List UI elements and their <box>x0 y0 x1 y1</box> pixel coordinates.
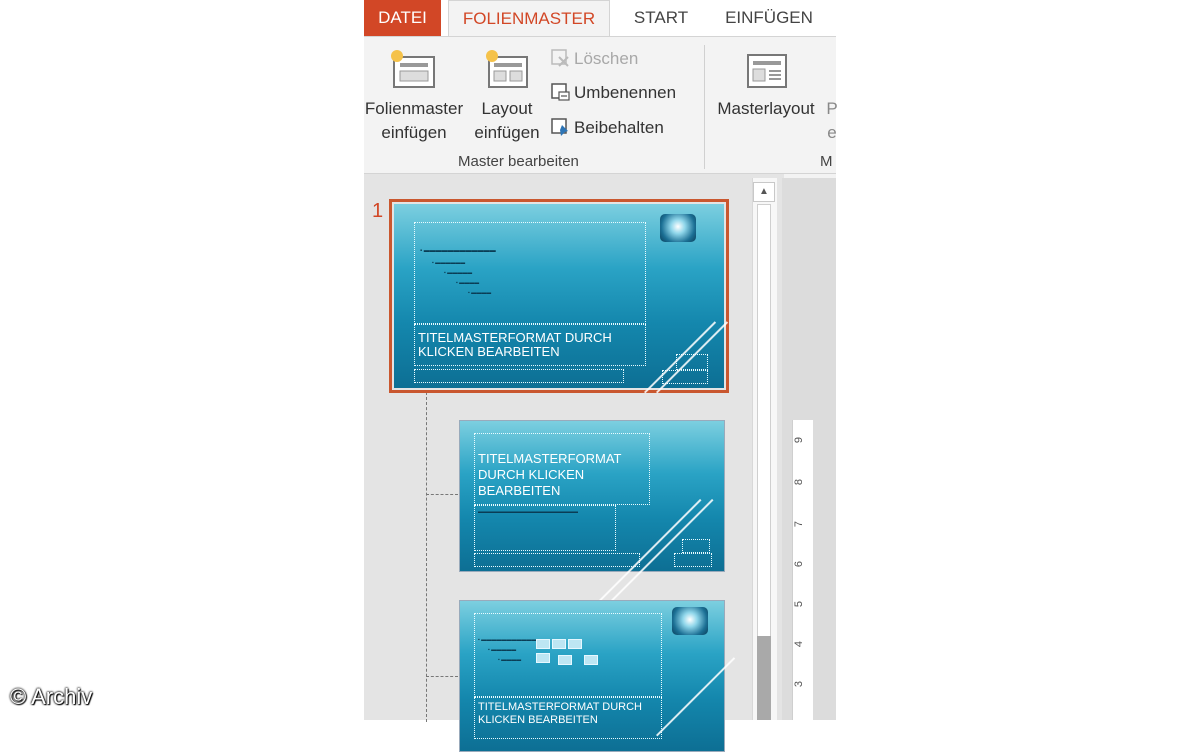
date-placeholder <box>674 553 712 567</box>
group-label-cut: M <box>820 153 833 170</box>
scroll-thumb[interactable] <box>757 636 771 720</box>
bullet-text: ▪ ▬▬▬▬▬▬▬▬▬▬▬▬ <box>420 248 496 254</box>
insert-slide-master-label-line2: einfügen <box>381 123 447 142</box>
cut-off-label-line2: e <box>827 123 837 142</box>
footer-placeholder <box>414 369 624 383</box>
layout1-title-line3: BEARBEITEN <box>478 483 561 498</box>
master-title-line2: KLICKEN BEARBEITEN <box>418 344 560 359</box>
layout2-title-line2: KLICKEN BEARBEITEN <box>478 714 598 726</box>
content-icon <box>568 639 582 649</box>
ruler-mark: 6 <box>793 560 806 568</box>
master-layout-icon <box>740 47 792 91</box>
cut-off-button[interactable] <box>822 47 842 145</box>
thumbnail-scrollbar[interactable] <box>752 178 777 720</box>
delete-icon <box>550 48 570 68</box>
master-layout-button[interactable] <box>714 47 818 121</box>
tab-folienmaster[interactable]: FOLIENMASTER <box>448 0 610 37</box>
archive-watermark: © Archiv <box>10 684 93 709</box>
preserve-button[interactable] <box>550 115 664 141</box>
bullet-text: ▪ ▬▬▬▬▬ <box>488 647 517 653</box>
layout2-title-line1: TITELMASTERFORMAT DURCH <box>478 701 642 713</box>
cut-off-label-line1: P <box>826 99 838 118</box>
master-title-line1: TITELMASTERFORMAT DURCH <box>418 330 612 345</box>
ruler-mark: 3 <box>793 680 806 688</box>
content-icon <box>552 639 566 649</box>
bullet-text: ▪ ▬▬▬▬ <box>456 280 480 286</box>
slide-master-thumbnail[interactable] <box>394 204 724 388</box>
content-icon <box>584 655 598 665</box>
bullet-text: ▪ ▬▬▬▬▬▬ <box>432 260 466 266</box>
group-label-master-bearbeiten: Master bearbeiten <box>458 153 579 170</box>
tab-start[interactable]: START <box>633 8 689 27</box>
content-icon <box>558 655 572 665</box>
preserve-label: Beibehalten <box>574 118 664 137</box>
bullet-text: ▪ ▬▬▬▬▬▬▬▬▬▬▬ <box>478 637 537 643</box>
layout2-title <box>478 701 642 727</box>
group-separator <box>704 45 705 169</box>
layout-thumbnail-content[interactable] <box>459 600 725 752</box>
vertical-ruler <box>792 420 813 720</box>
scroll-up-arrow-icon[interactable]: ▲ <box>753 182 775 202</box>
tab-einfuegen[interactable]: EINFÜGEN <box>725 8 813 27</box>
slide-logo <box>660 214 696 242</box>
layout1-title-line2: DURCH KLICKEN <box>478 467 585 482</box>
scroll-track[interactable] <box>757 204 771 644</box>
ruler-mark: 5 <box>793 600 806 608</box>
ribbon <box>364 36 836 174</box>
pin-icon <box>550 117 570 137</box>
layout1-title-line1: TITELMASTERFORMAT <box>478 451 622 466</box>
delete-label: Löschen <box>574 49 639 68</box>
insert-layout-label-line2: einfügen <box>474 123 540 142</box>
insert-layout-icon <box>481 47 533 91</box>
subtitle-text: ▬▬▬▬▬▬▬▬▬▬▬▬▬▬▬▬▬▬▬▬ <box>478 509 578 515</box>
rename-button[interactable] <box>550 80 676 106</box>
rename-label: Umbenennen <box>574 83 677 102</box>
tab-datei[interactable]: DATEI <box>364 0 441 36</box>
slide-number-placeholder <box>682 539 710 553</box>
powerpoint-window <box>364 0 838 726</box>
layout1-title <box>478 451 621 499</box>
layout-tree-branch <box>426 494 458 495</box>
master-layout-label: Masterlayout <box>717 99 815 118</box>
insert-layout-label-line1: Layout <box>481 99 533 118</box>
slide-number: 1 <box>372 200 384 222</box>
bullet-text: ▪ ▬▬▬▬▬ <box>444 270 473 276</box>
ruler-mark: 7 <box>793 520 806 528</box>
content-icon <box>536 639 550 649</box>
bullet-text: ▪ ▬▬▬▬ <box>498 657 522 663</box>
master-title <box>418 331 612 359</box>
insert-slide-master-icon <box>388 47 440 91</box>
layout-tree-line <box>426 392 427 722</box>
layout-thumbnail-title[interactable] <box>459 420 725 572</box>
footer-placeholder <box>474 553 640 567</box>
ruler-mark: 8 <box>793 478 806 486</box>
insert-layout-button[interactable] <box>472 47 542 145</box>
layout-tree-branch <box>426 676 458 677</box>
bullet-text: ▪ ▬▬▬▬ <box>468 290 492 296</box>
content-icon <box>536 653 550 663</box>
slide-logo <box>672 607 708 635</box>
insert-slide-master-button[interactable] <box>364 47 464 145</box>
shine-line <box>656 657 735 736</box>
ruler-mark: 9 <box>793 436 806 444</box>
ruler-mark: 4 <box>793 640 806 648</box>
delete-button[interactable] <box>550 46 638 72</box>
insert-slide-master-label-line1: Folienmaster <box>364 99 464 118</box>
rename-icon <box>550 82 570 102</box>
ribbon-tab-bar <box>364 0 836 36</box>
